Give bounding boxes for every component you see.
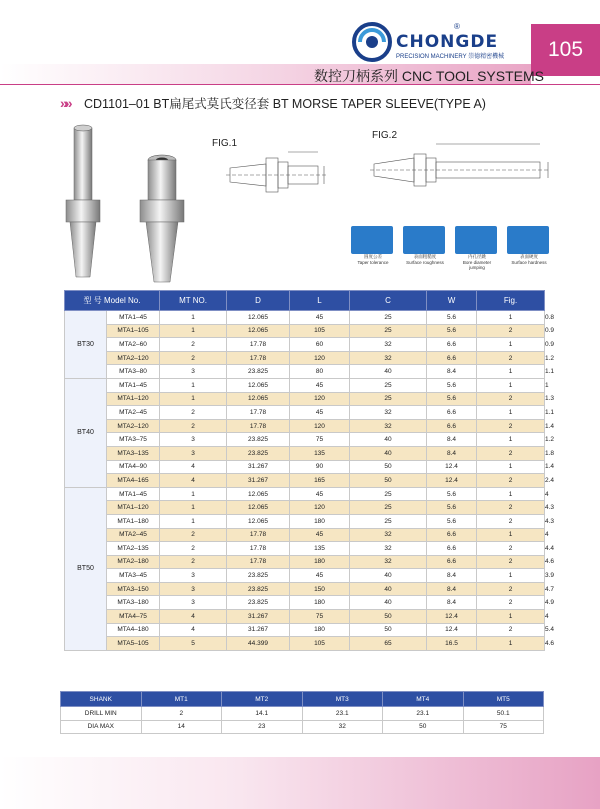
feature-strip <box>351 226 547 276</box>
table-cell: 120 <box>290 351 350 365</box>
model-cell: MTA1–105 <box>107 324 160 338</box>
table-row: MTA2–120 2 17.78 120 32 6.6 2 1.4 <box>65 419 545 433</box>
table-cell: 8.4 <box>427 569 477 583</box>
table-row: MTA1–120 1 12.065 120 25 5.6 2 1.3 <box>65 392 545 406</box>
table-cell: 25 <box>350 378 427 392</box>
table-cell: 5.6 <box>427 324 477 338</box>
table-row: BT40 MTA1–45 1 12.065 45 25 5.6 1 1 <box>65 378 545 392</box>
table-cell: 8.4 <box>427 446 477 460</box>
table-cell: 5 <box>160 637 227 651</box>
shank-header-shank: SHANK <box>61 692 142 707</box>
shank-group-label: BT50 <box>65 487 107 650</box>
logo-swirl-icon <box>352 22 392 62</box>
table-cell: 23.825 <box>227 582 290 596</box>
feature-surface-roughness: 表面粗糙度 Surface roughness <box>403 226 447 276</box>
table-cell: 12.065 <box>227 324 290 338</box>
brand-name: CHONGDE <box>396 32 499 52</box>
col-header-mt: MT NO. <box>160 291 227 311</box>
table-cell: 31.267 <box>227 610 290 624</box>
table-cell: 180 <box>290 514 350 528</box>
table-row: MTA3–135 3 23.825 135 40 8.4 2 1.8 <box>65 446 545 460</box>
table-cell: 1 <box>477 338 545 352</box>
table-cell: 12.4 <box>427 460 477 474</box>
bore-diameter-icon <box>455 226 497 254</box>
table-cell: 17.78 <box>227 555 290 569</box>
table-cell: 23.825 <box>227 596 290 610</box>
page-number: 105 <box>531 24 600 76</box>
table-cell: 1 <box>160 501 227 515</box>
table-cell: 17.78 <box>227 419 290 433</box>
fig1-label: FIG.1 <box>212 138 238 149</box>
table-cell: 23.825 <box>227 569 290 583</box>
table-cell: 120 <box>290 419 350 433</box>
table-cell: 32 <box>350 406 427 420</box>
table-row: MTA3–180 3 23.825 180 40 8.4 2 4.9 <box>65 596 545 610</box>
table-cell: 5.6 <box>427 378 477 392</box>
model-cell: MTA1–180 <box>107 514 160 528</box>
shank-group-label: BT40 <box>65 378 107 487</box>
table-cell: 32 <box>350 528 427 542</box>
table-cell: 165 <box>290 474 350 488</box>
shank-header-mt2: MT2 <box>222 692 303 707</box>
shank-table-header <box>61 692 544 707</box>
model-cell: MTA1–45 <box>107 311 160 325</box>
table-cell: 2 <box>160 542 227 556</box>
shank-header-mt1: MT1 <box>141 692 222 707</box>
shank-row-drill-min: DRILL MIN 2 14.1 23.1 23.1 50.1 <box>61 707 544 721</box>
fig2-label: FIG.2 <box>372 130 398 141</box>
table-cell: 180 <box>290 623 350 637</box>
table-cell: 40 <box>350 569 427 583</box>
spec-table-body <box>65 311 555 651</box>
table-cell: 1 <box>160 324 227 338</box>
table-cell: 12.065 <box>227 514 290 528</box>
table-cell: 31.267 <box>227 474 290 488</box>
table-cell: 1 <box>477 610 545 624</box>
table-cell: 45 <box>290 311 350 325</box>
model-cell: MTA1–120 <box>107 501 160 515</box>
table-cell: 6.6 <box>427 338 477 352</box>
table-cell: 2 <box>477 542 545 556</box>
table-cell: 40 <box>350 582 427 596</box>
table-cell: 31.267 <box>227 623 290 637</box>
model-cell: MTA2–60 <box>107 338 160 352</box>
col-header-fig: Fig. <box>477 291 545 311</box>
table-cell: 2 <box>477 446 545 460</box>
table-cell: 75 <box>290 610 350 624</box>
table-row: BT50 MTA1–45 1 12.065 45 25 5.6 1 4 <box>65 487 545 501</box>
table-cell: 1 <box>477 433 545 447</box>
table-cell: 75 <box>290 433 350 447</box>
table-cell: 25 <box>350 514 427 528</box>
taper-tolerance-icon <box>351 226 393 254</box>
table-cell: 1 <box>160 378 227 392</box>
shank-header-mt4: MT4 <box>383 692 464 707</box>
brand-subtitle: PRECISION MACHINERY 崇德精密機械 <box>396 54 505 60</box>
table-row: MTA2–45 2 17.78 45 32 6.6 1 1.1 <box>65 406 545 420</box>
table-cell: 2 <box>477 501 545 515</box>
table-cell: 2 <box>477 324 545 338</box>
table-cell: 1 <box>477 378 545 392</box>
table-row: MTA4–75 4 31.267 75 50 12.4 1 4 <box>65 610 545 624</box>
feature-taper-tolerance: 圆度公差 Taper tolerance <box>351 226 395 276</box>
model-cell: MTA2–135 <box>107 542 160 556</box>
table-cell: 150 <box>290 582 350 596</box>
surface-hardness-icon <box>507 226 549 254</box>
table-row: MTA4–180 4 31.267 180 50 12.4 2 5.4 <box>65 623 545 637</box>
series-title: 数控刀柄系列 CNC TOOL SYSTEMS <box>314 68 544 84</box>
table-cell: 31.267 <box>227 460 290 474</box>
table-cell: 120 <box>290 501 350 515</box>
table-cell: 1 <box>477 528 545 542</box>
table-cell: 135 <box>290 542 350 556</box>
table-row: MTA3–80 3 23.825 80 40 8.4 1 1.1 <box>65 365 545 379</box>
table-row: MTA4–90 4 31.267 90 50 12.4 1 1.4 <box>65 460 545 474</box>
table-cell: 6.6 <box>427 555 477 569</box>
col-header-d: D <box>227 291 290 311</box>
table-cell: 3 <box>160 596 227 610</box>
table-cell: 180 <box>290 555 350 569</box>
table-row: MTA1–105 1 12.065 105 25 5.6 2 0.9 <box>65 324 545 338</box>
table-cell: 1 <box>477 487 545 501</box>
table-cell: 135 <box>290 446 350 460</box>
table-cell: 105 <box>290 324 350 338</box>
shank-group-label: BT30 <box>65 311 107 379</box>
table-cell: 12.4 <box>427 474 477 488</box>
table-cell: 80 <box>290 365 350 379</box>
feature-bore-diameter: 内孔径跳 Bore diameter jumping <box>455 226 499 276</box>
table-cell: 4 <box>160 623 227 637</box>
model-cell: MTA2–120 <box>107 351 160 365</box>
table-row: MTA1–120 1 12.065 120 25 5.6 2 4.3 <box>65 501 545 515</box>
table-row: MTA3–150 3 23.825 150 40 8.4 2 4.7 <box>65 582 545 596</box>
table-cell: 5.6 <box>427 487 477 501</box>
table-cell: 2 <box>160 338 227 352</box>
table-cell: 17.78 <box>227 528 290 542</box>
table-cell: 45 <box>290 378 350 392</box>
table-row: MTA4–165 4 31.267 165 50 12.4 2 2.4 <box>65 474 545 488</box>
table-cell: 8.4 <box>427 582 477 596</box>
model-cell: MTA3–135 <box>107 446 160 460</box>
model-cell: MTA3–150 <box>107 582 160 596</box>
table-cell: 6.6 <box>427 542 477 556</box>
model-cell: MTA3–80 <box>107 365 160 379</box>
table-cell: 12.065 <box>227 487 290 501</box>
table-cell: 8.4 <box>427 596 477 610</box>
feature-surface-hardness: 表面硬度 Surface hardness <box>507 226 551 276</box>
table-cell: 1 <box>477 460 545 474</box>
table-cell: 2 <box>477 419 545 433</box>
table-cell: 2 <box>477 623 545 637</box>
footer-band <box>0 757 600 809</box>
table-cell: 2 <box>160 406 227 420</box>
table-cell: 2 <box>477 351 545 365</box>
table-cell: 2 <box>160 528 227 542</box>
table-cell: 3 <box>160 446 227 460</box>
table-cell: 90 <box>290 460 350 474</box>
model-cell: MTA1–120 <box>107 392 160 406</box>
table-cell: 25 <box>350 324 427 338</box>
table-cell: 2 <box>160 351 227 365</box>
table-cell: 44.399 <box>227 637 290 651</box>
table-row: MTA1–180 1 12.065 180 25 5.6 2 4.3 <box>65 514 545 528</box>
table-cell: 1 <box>477 637 545 651</box>
table-row: MTA2–180 2 17.78 180 32 6.6 2 4.6 <box>65 555 545 569</box>
table-cell: 3 <box>160 582 227 596</box>
table-cell: 2 <box>477 392 545 406</box>
shank-header-mt5: MT5 <box>463 692 544 707</box>
model-cell: MTA2–45 <box>107 528 160 542</box>
table-cell: 1 <box>160 392 227 406</box>
table-cell: 12.065 <box>227 501 290 515</box>
model-cell: MTA1–45 <box>107 378 160 392</box>
table-cell: 32 <box>350 338 427 352</box>
table-cell: 45 <box>290 528 350 542</box>
table-cell: 50 <box>350 474 427 488</box>
model-cell: MTA3–75 <box>107 433 160 447</box>
fig1-drawing <box>226 142 336 208</box>
table-cell: 25 <box>350 501 427 515</box>
table-cell: 5.6 <box>427 311 477 325</box>
col-header-model: 型 号 Model No. <box>65 291 160 311</box>
table-cell: 2 <box>160 419 227 433</box>
table-cell: 2 <box>477 474 545 488</box>
table-cell: 32 <box>350 555 427 569</box>
table-cell: 23.825 <box>227 433 290 447</box>
model-cell: MTA4–90 <box>107 460 160 474</box>
section-title: CD1101–01 BT扁尾式莫氏变径套 BT MORSE TAPER SLEEVE(TYPE A) <box>84 97 486 111</box>
table-cell: 2 <box>160 555 227 569</box>
section-marker: »» <box>60 95 70 111</box>
table-cell: 12.065 <box>227 311 290 325</box>
col-header-l: L <box>290 291 350 311</box>
brand-logo <box>352 14 532 66</box>
table-cell: 1 <box>477 311 545 325</box>
table-cell: 2 <box>477 514 545 528</box>
table-cell: 12.065 <box>227 378 290 392</box>
table-cell: 32 <box>350 419 427 433</box>
table-cell: 17.78 <box>227 542 290 556</box>
table-cell: 8.4 <box>427 433 477 447</box>
table-cell: 3 <box>160 365 227 379</box>
col-header-w: W <box>427 291 477 311</box>
table-cell: 2 <box>477 596 545 610</box>
table-cell: 120 <box>290 392 350 406</box>
table-cell: 25 <box>350 392 427 406</box>
model-cell: MTA1–45 <box>107 487 160 501</box>
table-cell: 25 <box>350 311 427 325</box>
table-cell: 65 <box>350 637 427 651</box>
table-cell: 1 <box>477 406 545 420</box>
table-row: BT30 MTA1–45 1 12.065 45 25 5.6 1 0.8 <box>65 311 545 325</box>
model-cell: MTA4–75 <box>107 610 160 624</box>
model-cell: MTA2–180 <box>107 555 160 569</box>
table-cell: 5.6 <box>427 514 477 528</box>
registered-mark: ® <box>454 22 460 31</box>
table-row: MTA2–120 2 17.78 120 32 6.6 2 1.2 <box>65 351 545 365</box>
table-cell: 12.4 <box>427 610 477 624</box>
product-photo <box>62 122 202 287</box>
table-row: MTA2–135 2 17.78 135 32 6.6 2 4.4 <box>65 542 545 556</box>
table-cell: 3 <box>160 569 227 583</box>
col-header-c: C <box>350 291 427 311</box>
shank-table <box>60 691 544 734</box>
model-cell: MTA5–105 <box>107 637 160 651</box>
table-row: MTA5–105 5 44.399 105 65 16.5 1 4.6 <box>65 637 545 651</box>
shank-header-mt3: MT3 <box>302 692 383 707</box>
model-cell: MTA4–165 <box>107 474 160 488</box>
table-cell: 17.78 <box>227 338 290 352</box>
table-cell: 40 <box>350 446 427 460</box>
table-cell: 40 <box>350 433 427 447</box>
table-cell: 1 <box>477 569 545 583</box>
model-cell: MTA2–45 <box>107 406 160 420</box>
table-cell: 12.065 <box>227 392 290 406</box>
spec-table <box>64 290 563 651</box>
shank-row-dia-max: DIA MAX 14 23 32 50 75 <box>61 720 544 734</box>
table-cell: 40 <box>350 365 427 379</box>
table-cell: 5.6 <box>427 392 477 406</box>
table-cell: 45 <box>290 569 350 583</box>
surface-roughness-icon <box>403 226 445 254</box>
table-cell: 4 <box>160 610 227 624</box>
fig2-drawing <box>370 140 560 200</box>
table-cell: 50 <box>350 610 427 624</box>
model-cell: MTA2–120 <box>107 419 160 433</box>
table-cell: 32 <box>350 351 427 365</box>
model-cell: MTA3–45 <box>107 569 160 583</box>
table-row: MTA2–60 2 17.78 60 32 6.6 1 0.9 <box>65 338 545 352</box>
model-cell: MTA3–180 <box>107 596 160 610</box>
table-cell: 16.5 <box>427 637 477 651</box>
table-cell: 25 <box>350 487 427 501</box>
table-cell: 1 <box>477 365 545 379</box>
spec-table-header: 型 号 Model No. MT NO. D L C W Fig. KGS <box>65 291 545 311</box>
table-cell: 50 <box>350 623 427 637</box>
table-cell: 4 <box>160 460 227 474</box>
table-cell: 180 <box>290 596 350 610</box>
table-row: MTA2–45 2 17.78 45 32 6.6 1 4 <box>65 528 545 542</box>
table-cell: 23.825 <box>227 365 290 379</box>
table-row: MTA3–45 3 23.825 45 40 8.4 1 3.9 <box>65 569 545 583</box>
table-cell: 5.6 <box>427 501 477 515</box>
table-row: MTA3–75 3 23.825 75 40 8.4 1 1.2 <box>65 433 545 447</box>
table-cell: 23.825 <box>227 446 290 460</box>
table-cell: 45 <box>290 406 350 420</box>
table-cell: 6.6 <box>427 528 477 542</box>
table-cell: 17.78 <box>227 406 290 420</box>
table-cell: 4 <box>160 474 227 488</box>
table-cell: 50 <box>350 460 427 474</box>
table-cell: 2 <box>477 582 545 596</box>
model-cell: MTA4–180 <box>107 623 160 637</box>
table-cell: 40 <box>350 596 427 610</box>
table-cell: 1 <box>160 514 227 528</box>
table-cell: 105 <box>290 637 350 651</box>
table-cell: 8.4 <box>427 365 477 379</box>
table-cell: 2 <box>477 555 545 569</box>
table-cell: 32 <box>350 542 427 556</box>
table-cell: 45 <box>290 487 350 501</box>
table-cell: 1 <box>160 487 227 501</box>
table-cell: 60 <box>290 338 350 352</box>
table-cell: 6.6 <box>427 406 477 420</box>
table-cell: 12.4 <box>427 623 477 637</box>
table-cell: 6.6 <box>427 351 477 365</box>
table-cell: 3 <box>160 433 227 447</box>
table-cell: 1 <box>160 311 227 325</box>
table-cell: 17.78 <box>227 351 290 365</box>
table-cell: 6.6 <box>427 419 477 433</box>
